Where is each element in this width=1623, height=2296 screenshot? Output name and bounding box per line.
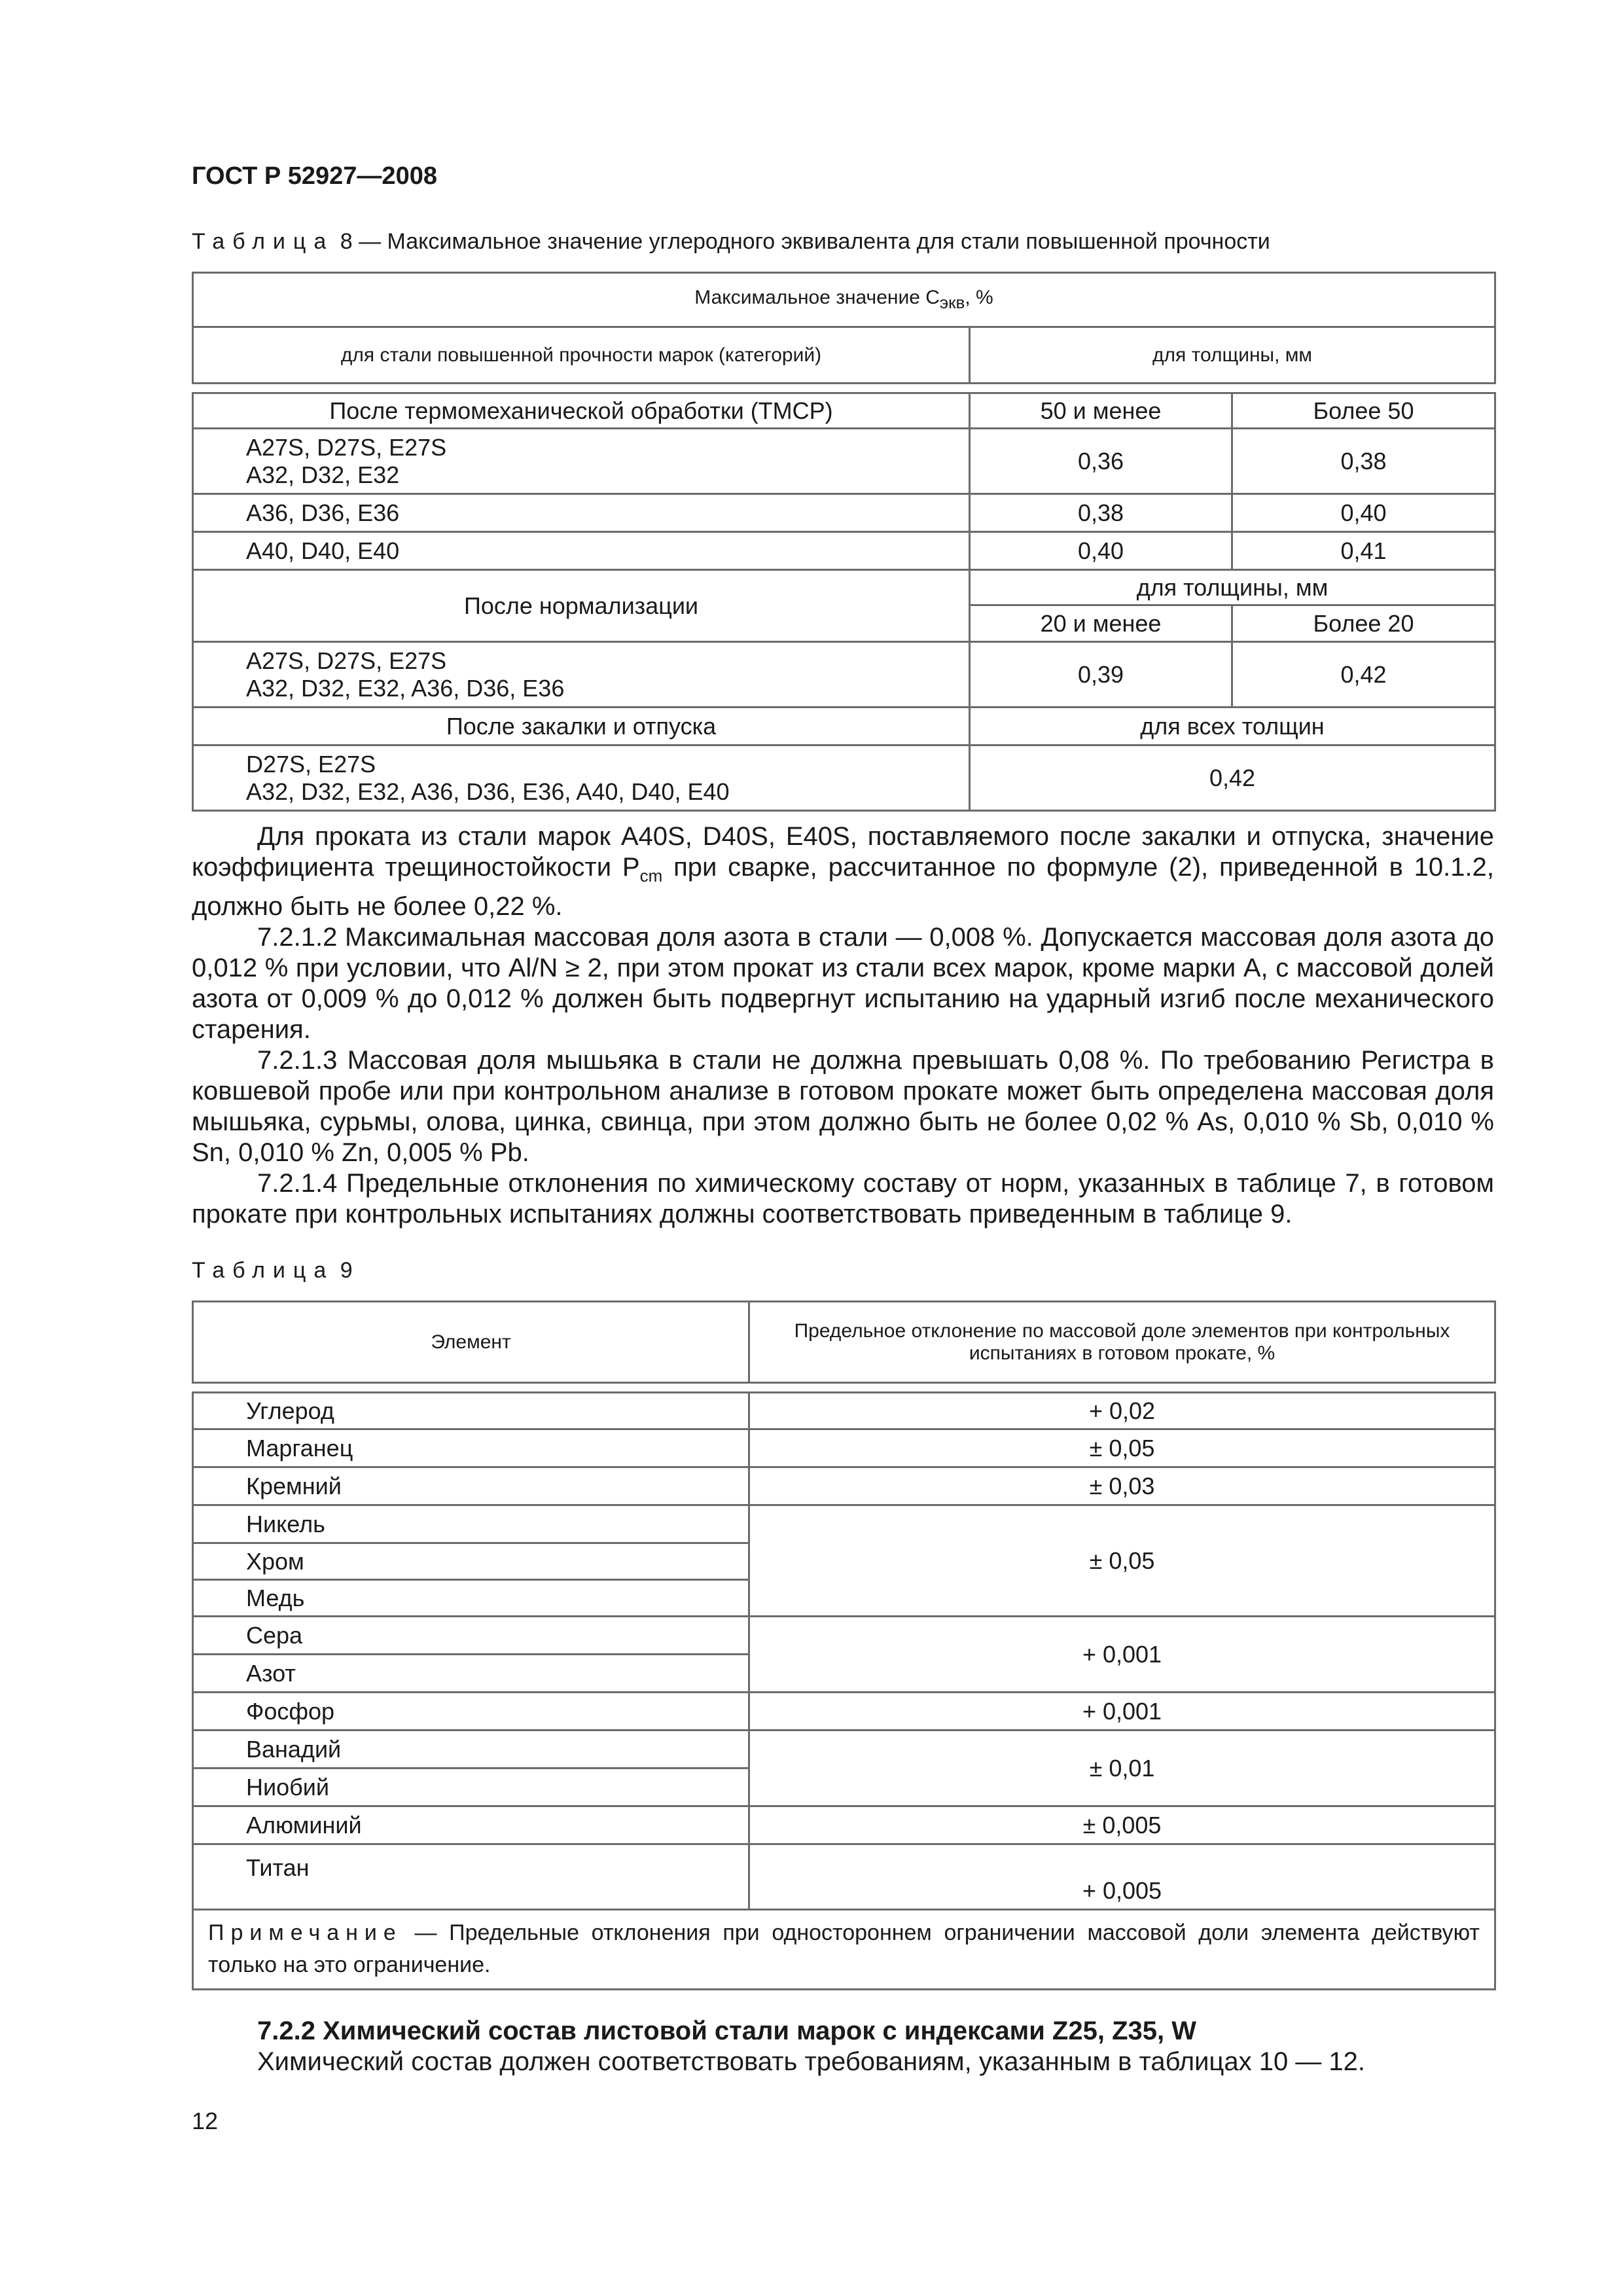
paragraph-pcm — [192, 821, 1494, 922]
table9-element: Ниобий — [193, 1768, 749, 1806]
grades-line: A27S, D27S, E27S — [246, 433, 447, 461]
section-7-2-2 — [192, 2016, 1494, 2077]
grades-line: A32, D32, E32 — [246, 461, 400, 488]
table9-note — [193, 1910, 1495, 1990]
table9-element: Сера — [193, 1617, 749, 1655]
table9-deviation: ± 0,05 — [749, 1505, 1495, 1617]
table8-caption — [192, 229, 1270, 255]
table9-element: Хром — [193, 1543, 749, 1580]
page-number: 12 — [192, 2108, 219, 2134]
table9-element: Медь — [193, 1580, 749, 1617]
section-normalization: После нормализации — [193, 570, 970, 642]
table9-element: Никель — [193, 1505, 749, 1543]
table9-deviation: ± 0,05 — [749, 1429, 1495, 1467]
table9-element: Титан — [193, 1844, 749, 1910]
table9-element: Фосфор — [193, 1693, 749, 1731]
note-text: — Предельные отклонения при одностороннем ограничении массовой доли элемента действуют только на это ограничение. — [208, 1920, 1480, 1978]
table8-cell: 0,38 — [1232, 429, 1495, 494]
table9-deviation: + 0,02 — [749, 1393, 1495, 1429]
table8-cell: 0,42 — [970, 745, 1495, 811]
grades-line: A27S, D27S, E27S — [246, 647, 447, 674]
table-9 — [192, 1300, 1496, 1990]
document-code: ГОСТ Р 52927—2008 — [192, 162, 437, 190]
table-8 — [192, 272, 1496, 812]
norm-thickness-header: для толщины, мм — [970, 570, 1495, 605]
table9-element: Кремний — [193, 1467, 749, 1505]
paragraph-7-2-1-3: 7.2.1.3 Массовая доля мышьяка в стали не должна превышать 0,08 %. По требованию Регистра в ковшевой пробе или при контрольном анализе в готовом прокате может быть определена массовая доля мышьяка, сурьмы, олова, цинка, свинца, при этом должно быть не более 0,02 % As, 0,010 % Sb, 0,010 % Sn, 0,010 % Zn, 0,005 % Pb. — [192, 1046, 1494, 1167]
top-header-tail: , % — [965, 287, 993, 308]
top-header-sub: экв — [939, 293, 965, 312]
table9-element: Углерод — [193, 1393, 749, 1429]
table8-row-grades: A36, D36, E36 — [193, 494, 970, 532]
table8-row-grades: A40, D40, E40 — [193, 532, 970, 570]
section-quench-temper: После закалки и отпуска — [193, 708, 970, 745]
p1-text-end: при сварке, рассчитанное по формуле (2), приведенной в 10.1.2, должно быть не более 0,22 %. — [192, 853, 1495, 921]
table8-row-grades — [193, 642, 970, 708]
col-thickness-header: для толщины, мм — [970, 327, 1495, 384]
tmcp-gt-header: Более 50 — [1232, 393, 1495, 429]
table8-cell: 0,40 — [970, 532, 1232, 570]
section-tmcp: После термомеханической обработки (ТМСР) — [193, 393, 970, 429]
grades-line: A32, D32, E32, A36, D36, E36, A40, D40, E40 — [246, 778, 730, 805]
table9-deviation: + 0,005 — [749, 1844, 1495, 1910]
col-grade-header: для стали повышенной прочности марок (категорий) — [193, 327, 970, 384]
table9-deviation: ± 0,01 — [749, 1731, 1495, 1806]
table9-deviation: + 0,001 — [749, 1693, 1495, 1731]
table8-top-header — [193, 273, 1495, 327]
p1-text: Для проката из стали марок A40S, D40S, E40S, поставляемого после закалки и отпуска, значение коэффициента трещиностойкости P — [192, 822, 1494, 882]
table8-cell: 0,40 — [1232, 494, 1495, 532]
p1-sub: cm — [639, 866, 663, 886]
norm-gt-header: Более 20 — [1232, 605, 1495, 642]
table9-element: Азот — [193, 1655, 749, 1693]
qt-all-thickness: для всех толщин — [970, 708, 1495, 745]
table8-cell: 0,38 — [970, 494, 1232, 532]
table9-element: Ванадий — [193, 1731, 749, 1768]
table8-caption-prefix: Таблица — [192, 229, 334, 254]
table9-element: Алюминий — [193, 1806, 749, 1844]
top-header-main: Максимальное значение С — [694, 287, 940, 308]
table8-row-grades — [193, 429, 970, 494]
table9-deviation: ± 0,03 — [749, 1467, 1495, 1505]
table8-cell: 0,41 — [1232, 532, 1495, 570]
section-text: Химический состав должен соответствовать требованиям, указанным в таблицах 10 — 12. — [257, 2047, 1366, 2076]
table9-caption-text: 9 — [334, 1258, 353, 1283]
paragraph-7-2-1-2: 7.2.1.2 Максимальная массовая доля азота в стали — 0,008 %. Допускается массовая доля азота до 0,012 % при условии, что Al/N ≥ 2, при этом прокат из стали всех марок, кроме марки А, с массовой долей азота от 0,009 % до 0,012 % должен быть подвергнут испытанию на ударный изгиб после механического старения. — [192, 923, 1494, 1044]
col-element-header: Элемент — [193, 1302, 749, 1383]
tmcp-le-header: 50 и менее — [970, 393, 1232, 429]
table8-cell: 0,36 — [970, 429, 1232, 494]
col-deviation-header: Предельное отклонение по массовой доле элементов при контрольных испытаниях в готовом прокате, % — [749, 1302, 1495, 1383]
table8-row-grades — [193, 745, 970, 811]
norm-le-header: 20 и менее — [970, 605, 1232, 642]
grades-line: A32, D32, E32, A36, D36, E36 — [246, 674, 565, 702]
body-text — [192, 821, 1494, 1230]
table8-caption-text: 8 — Максимальное значение углеродного эквивалента для стали повышенной прочности — [334, 229, 1270, 254]
table9-element: Марганец — [193, 1429, 749, 1467]
table8-cell: 0,39 — [970, 642, 1232, 708]
table8-cell: 0,42 — [1232, 642, 1495, 708]
paragraph-7-2-1-4: 7.2.1.4 Предельные отклонения по химическому составу от норм, указанных в таблице 7, в готовом прокате при контрольных испытаниях должны соответствовать приведенным в таблице 9. — [192, 1169, 1494, 1229]
grades-line: D27S, E27S — [246, 750, 376, 778]
table9-deviation: + 0,001 — [749, 1617, 1495, 1693]
table9-deviation: ± 0,005 — [749, 1806, 1495, 1844]
note-label: Примечание — [208, 1920, 402, 1945]
table9-caption-prefix: Таблица — [192, 1258, 334, 1283]
section-heading: 7.2.2 Химический состав листовой стали марок с индексами Z25, Z35, W — [257, 2017, 1196, 2045]
table9-caption — [192, 1258, 353, 1283]
